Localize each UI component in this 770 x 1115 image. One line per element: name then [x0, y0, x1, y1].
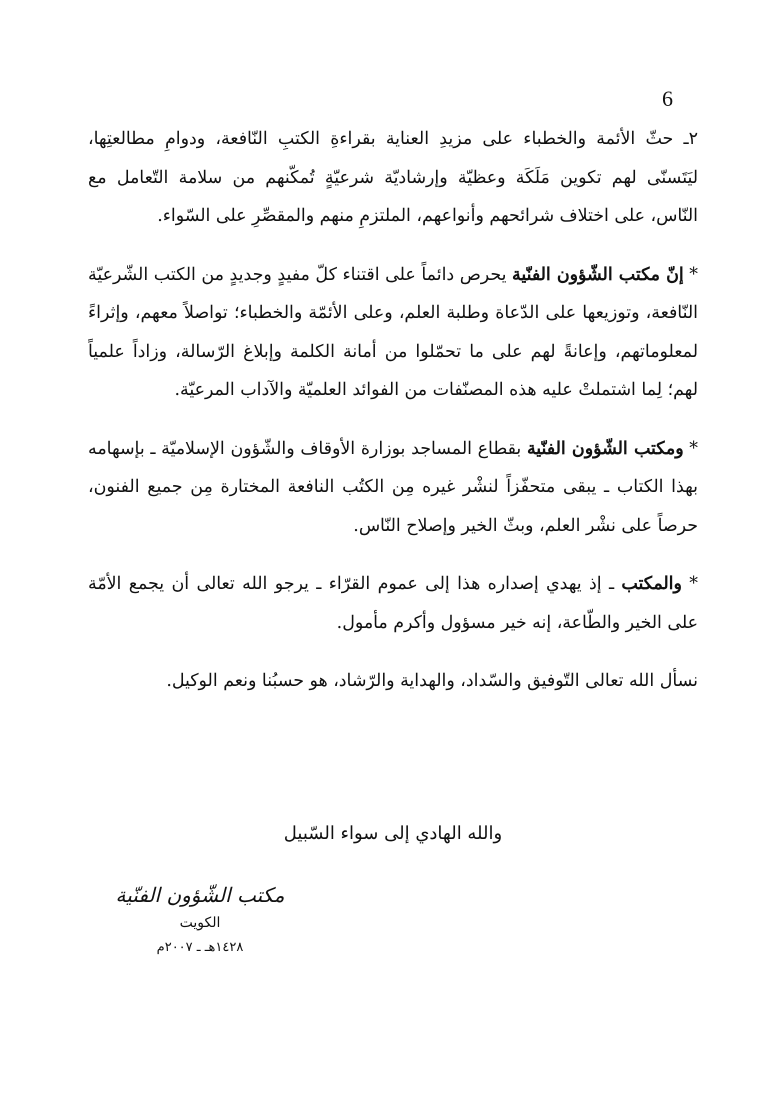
- paragraph-text: ٢ـ حثّ الأئمة والخطباء على مزيدِ العناية بقراءةِ الكتبِ النّافعة، ودوامِ مطالعتِها، ليَتَسنّى لهم تكوين مَلَكَة وعظيّة وإرشاديّة شرعيّةٍ تُمكّنهم من سلامة التّعامل مع النّاس، على اختلاف شرائحهم وأنواعهم، الملتزمِ منهم والمقصِّرِ على السّواء.: [88, 129, 698, 226]
- paragraph-bold-lead: إنّ مكتب الشّؤون الفنّية: [512, 264, 684, 285]
- bullet-star: *: [681, 574, 698, 594]
- signature-block: [100, 880, 300, 958]
- paragraph: [88, 430, 698, 546]
- page-number: 6: [662, 86, 673, 111]
- paragraph-text: نسأل الله تعالى التّوفيق والسّداد، والهداية والرّشاد، هو حسبُنا ونعم الوكيل.: [166, 671, 698, 691]
- signature-date: ١٤٢٨هـ ـ ٢٠٠٧م: [156, 940, 244, 955]
- paragraph: [88, 256, 698, 410]
- paragraph: [88, 565, 698, 642]
- paragraph-text: يحرص دائماً على اقتناء كلّ مفيدٍ وجديدٍ من الكتب الشّرعيّة النّافعة، وتوزيعها على الدّعاة وطلبة العلم، وعلى الأئمّة والخطباء؛ تواصلاً معهم، وإثراءً لمعلوماتهم، وإعانةً لهم على ما تحمّلوا من أمانة الكلمة وإبلاغ الرّسالة، وزاداً علمياً لهم؛ لِما اشتملتْ عليه هذه المصنّفات من الفوائد العلميّة والآداب المرعيّة.: [88, 264, 698, 400]
- signature-office: مكتب الشّؤون الفنّية: [115, 883, 285, 907]
- paragraph-text: ـ إذ يهدي إصداره هذا إلى عموم القرّاء ـ يرجو الله تعالى أن يجمع الأمّة على الخير والطّاعة، إنه خير مسؤول وأكرم مأمول.: [88, 574, 698, 633]
- paragraph-text: بقطاع المساجد بوزارة الأوقاف والشّؤون الإسلاميّة ـ بإسهامه بهذا الكتاب ـ يبقى متحفّزاً لنشْر غيره مِن الكتُب النافعة المختارة مِن جميع الفنون، حرصاً على نشْر العلم، وبثّ الخير وإصلاح النّاس.: [88, 438, 698, 536]
- paragraph-bold-lead: والمكتب: [621, 574, 682, 594]
- paragraph: [88, 120, 698, 236]
- closing-line: والله الهادي إلى سواء السّبيل: [283, 823, 503, 844]
- bullet-star: *: [683, 264, 698, 285]
- paragraph-bold-lead: ومكتب الشّؤون الفنّية: [526, 438, 684, 459]
- paragraph: [88, 662, 698, 701]
- signature-city: الكويت: [179, 915, 221, 931]
- bullet-star: *: [683, 438, 698, 459]
- body-text: [88, 120, 698, 721]
